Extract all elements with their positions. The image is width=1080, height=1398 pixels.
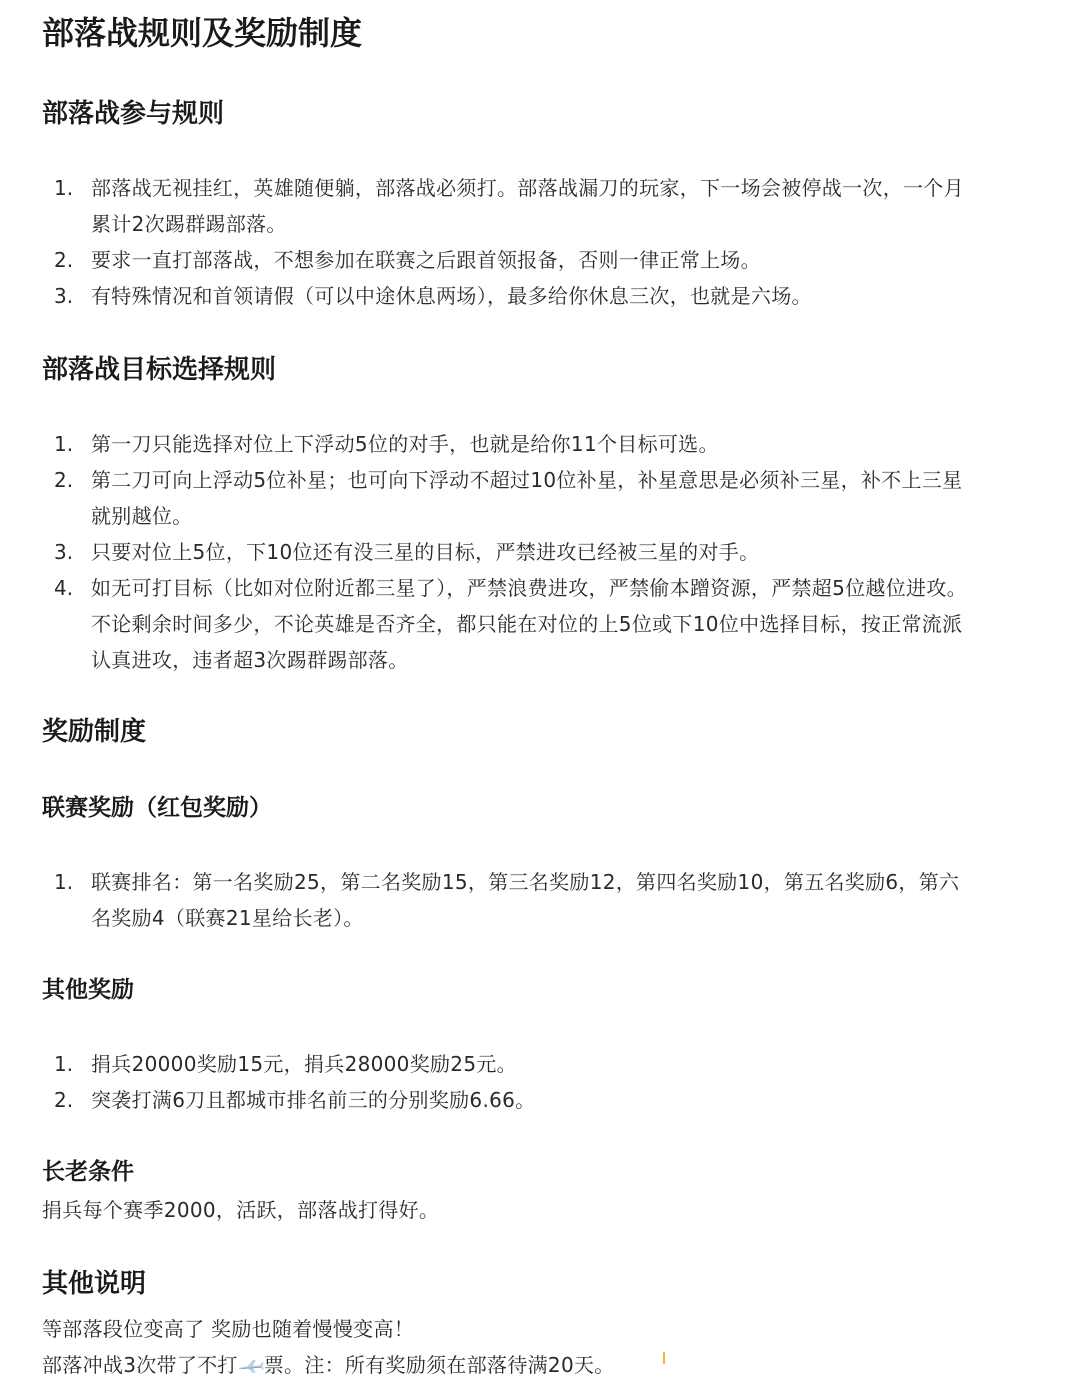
- list-number: 1.: [54, 1052, 74, 1076]
- list-item-line: 捐兵20000奖励15元，捐兵28000奖励25元。: [91, 1052, 517, 1076]
- list-item-line: 第一刀只能选择对位上下浮动5位的对手，也就是给你11个目标可选。: [91, 432, 719, 456]
- list-item-line: 认真进攻，违者超3次踢群踢部落。: [91, 648, 409, 672]
- subheading-league-rewards: 联赛奖励（红包奖励）: [42, 795, 272, 821]
- list-item-line: 有特殊情况和首领请假（可以中途休息两场），最多给你休息三次，也就是六场。: [91, 284, 812, 308]
- list-item-line: 要求一直打部落战，不想参加在联赛之后跟首领报备，否则一律正常上场。: [91, 248, 761, 272]
- list-number: 2.: [54, 468, 74, 492]
- list-number: 1.: [54, 870, 74, 894]
- list-item-line: 不论剩余时间多少，不论英雄是否齐全，都只能在对位的上5位或下10位中选择目标，按正常流派: [91, 612, 963, 636]
- list-number: 1.: [54, 432, 74, 456]
- list-item-line: 如无可打目标（比如对位附近都三星了），严禁浪费进攻，严禁偷本蹭资源，严禁超5位越位进攻。: [91, 576, 967, 600]
- elder-conditions-text: 捐兵每个赛季2000，活跃，部落战打得好。: [42, 1198, 440, 1222]
- notes-line-1: 等部落段位变高了 奖励也随着慢慢变高！: [42, 1317, 415, 1341]
- airplane-icon: [238, 1349, 264, 1365]
- section-heading-participation: 部落战参与规则: [42, 99, 225, 129]
- list-item-line: 就别越位。: [91, 504, 193, 528]
- list-number: 2.: [54, 1088, 74, 1112]
- notes-line-2-start: 部落冲战3次带了不打: [42, 1353, 238, 1377]
- list-item-line: 联赛排名：第一名奖励25，第二名奖励15，第三名奖励12，第四名奖励10，第五名奖励6，第六: [91, 870, 960, 894]
- list-item-line: 第二刀可向上浮动5位补星；也可向下浮动不超过10位补星，补星意思是必须补三星，补不上三星: [91, 468, 963, 492]
- list-item-line: 突袭打满6刀且都城市排名前三的分别奖励6.66。: [91, 1088, 536, 1112]
- section-heading-other-notes: 其他说明: [42, 1269, 147, 1299]
- list-number: 3.: [54, 284, 74, 308]
- list-number: 2.: [54, 248, 74, 272]
- subheading-elder-conditions: 长老条件: [42, 1159, 134, 1185]
- page-title: 部落战规则及奖励制度: [42, 14, 363, 52]
- notes-line-2-end: 票。注：所有奖励须在部落待满20天。: [263, 1353, 615, 1377]
- text-cursor-mark: [663, 1352, 665, 1364]
- section-heading-rewards: 奖励制度: [42, 717, 147, 747]
- list-item-line: 累计2次踢群踢部落。: [91, 212, 287, 236]
- subheading-other-rewards: 其他奖励: [42, 977, 134, 1003]
- section-heading-target-rules: 部落战目标选择规则: [42, 355, 277, 385]
- list-item-line: 名奖励4（联赛21星给长老）。: [91, 906, 364, 930]
- list-number: 1.: [54, 176, 74, 200]
- notes-line-2: [42, 1347, 615, 1383]
- list-number: 3.: [54, 540, 74, 564]
- list-item-line: 部落战无视挂红，英雄随便躺，部落战必须打。部落战漏刀的玩家，下一场会被停战一次，一个月: [91, 176, 964, 200]
- list-item-line: 只要对位上5位，下10位还有没三星的目标，严禁进攻已经被三星的对手。: [91, 540, 760, 564]
- list-number: 4.: [54, 576, 74, 600]
